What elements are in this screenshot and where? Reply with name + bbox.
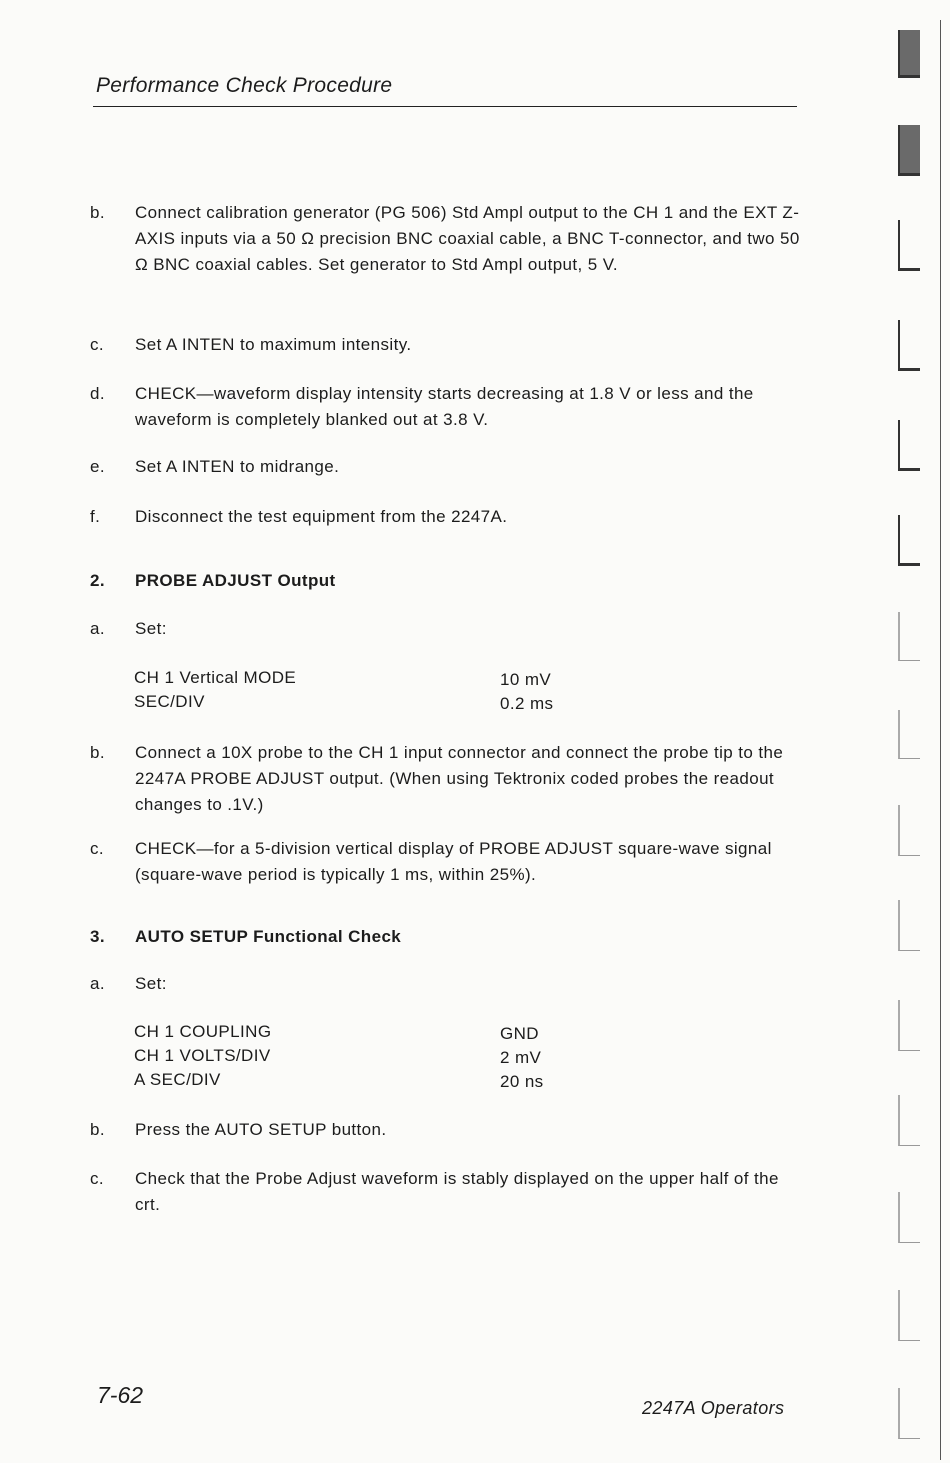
index-tab-mark [898, 420, 920, 471]
index-tab-mark [898, 30, 920, 78]
index-tab-mark [898, 1290, 920, 1341]
section-3-heading [90, 924, 802, 950]
step-d-check-intensity [90, 381, 802, 433]
step-c-check-square-wave [90, 836, 802, 888]
settings-row [134, 1068, 614, 1092]
settings-table-auto [134, 1020, 614, 1092]
step-text: Press the AUTO SETUP button. [135, 1120, 387, 1139]
step-b-press-auto-setup [90, 1117, 802, 1143]
setting-name: CH 1 VOLTS/DIV [134, 1046, 271, 1065]
step-text: Check that the Probe Adjust waveform is stably displayed on the upper half of the crt. [135, 1169, 779, 1214]
step-label: c. [90, 335, 105, 354]
section-2-heading [90, 568, 802, 594]
step-label: b. [90, 203, 105, 222]
index-tab-mark [898, 805, 920, 856]
index-tab-mark [898, 1095, 920, 1146]
index-tab-mark [898, 1388, 920, 1439]
setting-name: SEC/DIV [134, 692, 205, 711]
header-rule [93, 106, 797, 107]
index-tab-mark [898, 220, 920, 271]
step-label: b. [90, 743, 105, 762]
page-edge-line [940, 20, 941, 1460]
settings-row [134, 1044, 614, 1068]
step-text: Connect calibration generator (PG 506) Std Ampl output to the CH 1 and the EXT Z-AXIS inputs via a 50 Ω precision BNC coaxial cable, a BNC T-connector, and two 50 Ω BNC coaxial cables. Set generator to Std Ampl output, 5 V. [135, 203, 800, 274]
setting-value: 2 mV [500, 1048, 542, 1067]
step-label: c. [90, 839, 105, 858]
section-title: PROBE ADJUST Output [135, 571, 336, 590]
index-tab-mark [898, 1000, 920, 1051]
setting-value: 20 ns [500, 1072, 544, 1091]
setting-name: A SEC/DIV [134, 1070, 221, 1089]
step-label: d. [90, 384, 105, 403]
step-label: f. [90, 507, 101, 526]
setting-name: CH 1 COUPLING [134, 1022, 272, 1041]
settings-table-probe [134, 666, 614, 714]
settings-row [134, 1020, 614, 1044]
step-b-connect-generator [90, 200, 802, 278]
setting-name: CH 1 Vertical MODE [134, 668, 297, 687]
index-tab-mark [898, 515, 920, 566]
step-e-set-inten-mid [90, 454, 802, 480]
setting-value: 0.2 ms [500, 694, 554, 713]
section-number: 2. [90, 571, 105, 590]
index-tab-mark [898, 710, 920, 759]
step-label: a. [90, 619, 105, 638]
step-text: Disconnect the test equipment from the 2247A. [135, 507, 508, 526]
settings-row [134, 666, 614, 690]
index-tab-mark [898, 320, 920, 371]
step-b-connect-probe [90, 740, 802, 818]
step-label: a. [90, 974, 105, 993]
page-number: 7-62 [97, 1382, 144, 1408]
step-text: Connect a 10X probe to the CH 1 input connector and connect the probe tip to the 2247A PROBE ADJUST output. (When using Tektronix coded probes the readout changes to .1V.) [135, 743, 784, 814]
manual-title: 2247A Operators [642, 1398, 785, 1418]
step-a-set-auto [90, 971, 802, 997]
step-text: Set A INTEN to maximum intensity. [135, 335, 412, 354]
step-label: b. [90, 1120, 105, 1139]
index-tab-mark [898, 1192, 920, 1243]
step-a-set-probe [90, 616, 802, 642]
index-tab-mark [898, 900, 920, 951]
step-text: CHECK—for a 5-division vertical display of PROBE ADJUST square-wave signal (square-wave period is typically 1 ms, within 25%). [135, 839, 772, 884]
step-text: Set: [135, 619, 167, 638]
step-c-check-waveform [90, 1166, 802, 1218]
settings-row [134, 690, 614, 714]
index-tab-mark [898, 612, 920, 661]
setting-value: 10 mV [500, 670, 552, 689]
setting-value: GND [500, 1024, 539, 1043]
step-c-set-inten-max [90, 332, 802, 358]
step-text: CHECK—waveform display intensity starts decreasing at 1.8 V or less and the waveform is completely blanked out at 3.8 V. [135, 384, 754, 429]
step-label: e. [90, 457, 105, 476]
index-tab-mark [898, 125, 920, 176]
section-number: 3. [90, 927, 105, 946]
section-title: AUTO SETUP Functional Check [135, 927, 402, 946]
step-label: c. [90, 1169, 105, 1188]
page-header-title: Performance Check Procedure [96, 74, 393, 97]
step-text: Set: [135, 974, 167, 993]
step-f-disconnect [90, 504, 802, 530]
step-text: Set A INTEN to midrange. [135, 457, 340, 476]
